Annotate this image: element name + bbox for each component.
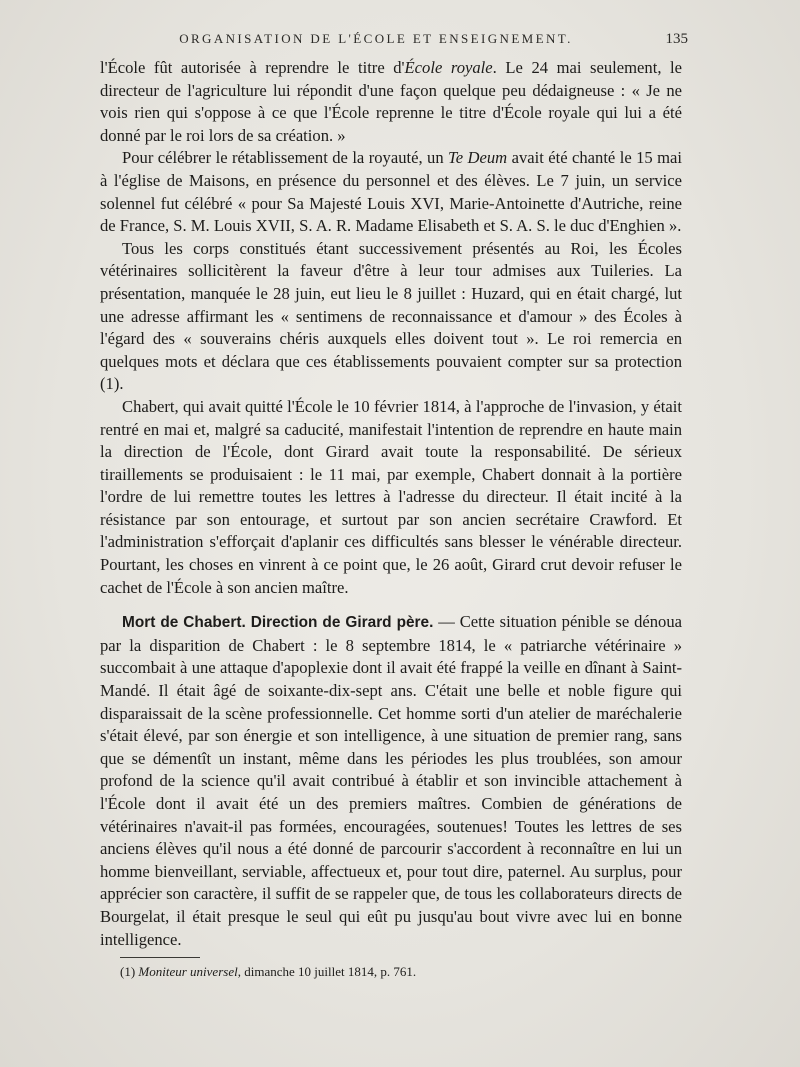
paragraph-text: Pour célébrer le rétablissement de la royauté, un — [122, 148, 449, 168]
paragraph-mort-de-chabert — [100, 611, 682, 951]
running-title: ORGANISATION DE L'ÉCOLE ET ENSEIGNEMENT. — [179, 31, 573, 46]
page-number: 135 — [665, 31, 688, 47]
paragraph-text: l'École fût autorisée à reprendre le titre d' — [100, 58, 405, 77]
running-head — [100, 28, 688, 50]
footnote-text: , dimanche 10 juillet 1814, p. 761. — [237, 964, 417, 979]
footnote — [120, 963, 680, 981]
paragraph-text: avait été chanté le 15 mai à l'église de Maisons, en présence du personnel et des élèves. Le 7 juin, un service solennel fut célébré « pour Sa Majesté Louis XVI, Marie-Antoinette d'Autriche, reine de France, S. M. Louis XVII, S. A. R. Madame Elisabeth et S. A. S. le duc d'Enghien ». — [100, 148, 682, 236]
paragraph-te-deum — [100, 147, 682, 237]
section-heading: Mort de Chabert. Direction de Girard père. — [122, 614, 434, 632]
footnote-marker: (1) — [120, 964, 139, 979]
italic-phrase: Te Deum — [448, 148, 508, 168]
paragraph-tuileries: Tous les corps constitués étant successivement présentés au Roi, les Écoles vétérinaires sollicitèrent la faveur d'être à leur tour admises aux Tuileries. La présentation, manquée le 28 juin, eut lieu le 8 juillet : Huzard, qui en était chargé, lut une adresse affirmant les « sentimens de reconnaissance et d'amour » des Écoles à l'égard des « souverains chéris auxquels elles doivent tout ». Le roi remercia en quelques mots et déclara que ces établissements pouvaient compter sur sa protection (1). — [100, 238, 682, 394]
paragraph-continuation — [100, 57, 682, 147]
page-body — [100, 57, 682, 951]
paragraph-chabert: Chabert, qui avait quitté l'École le 10 février 1814, à l'approche de l'invasion, y était rentré en mai et, malgré sa caducité, manifestait l'intention de reprendre en haute main la direction de l'École, dont Girard avait toute la responsabilité. De sérieux tiraillements se produisaient : le 11 mai, par exemple, Chabert donnait à la portière l'ordre de lui remettre toutes les lettres à l'adresse du directeur. Il était incité à la résistance par son entourage, et surtout par son ancien secrétaire Crawford. Et l'administration s'efforçait d'aplanir ces difficultés sans blesser le vénérable directeur. Pourtant, les choses en vinrent à ce point que, le 26 août, Girard crut devoir refuser le cachet de l'École à son ancien maître. — [100, 396, 682, 597]
paragraph-text: — Cette situation pénible se dénoua par la disparition de Chabert : le 8 septembre 1814, le « patriarche vétérinaire » succombait à une attaque d'apoplexie dont il avait été frappé la veille en dînant à Saint-Mandé. Il était âgé de soixante-dix-sept ans. C'était une belle et noble figure qui disparaissait de la scène professionnelle. Cet homme sorti d'un atelier de maréchalerie s'était élevé, par son énergie et son intelligence, à une situation de premier rang, sans que se démentît un instant, même dans les périodes les plus troublées, son amour profond de la science qu'il avait contribué à établir et son invincible attachement à l'École dont il avait été un des premiers maîtres. Combien de générations de vétérinaires n'avait-il pas formées, encouragées, soutenues! Toutes les lettres de ses anciens élèves qu'il nous a été donné de parcourir s'accordent à reconnaître en lui un homme bienveillant, serviable, affectueux et, pour tout dire, paternel. Au surplus, pour apprécier son caractère, il suffit de se rappeler que, de tous les collaborateurs directs de Bourgelat, il était presque le seul qui eût pu jusqu'au bout vivre avec lui en bonne intelligence. — [100, 612, 682, 949]
footnote-rule — [120, 957, 200, 958]
italic-phrase: École royale — [404, 58, 493, 77]
footnote-source: Moniteur universel — [138, 964, 238, 979]
paragraph-text: . Le 24 mai seulement, le directeur de l'agriculture lui répondit d'une façon quelque peu dédaigneuse : « Je ne vois rien qui s'oppose à ce que l'École reprenne le titre d'École royale qui lui a été donné par le roi lors de sa création. » — [100, 58, 682, 145]
